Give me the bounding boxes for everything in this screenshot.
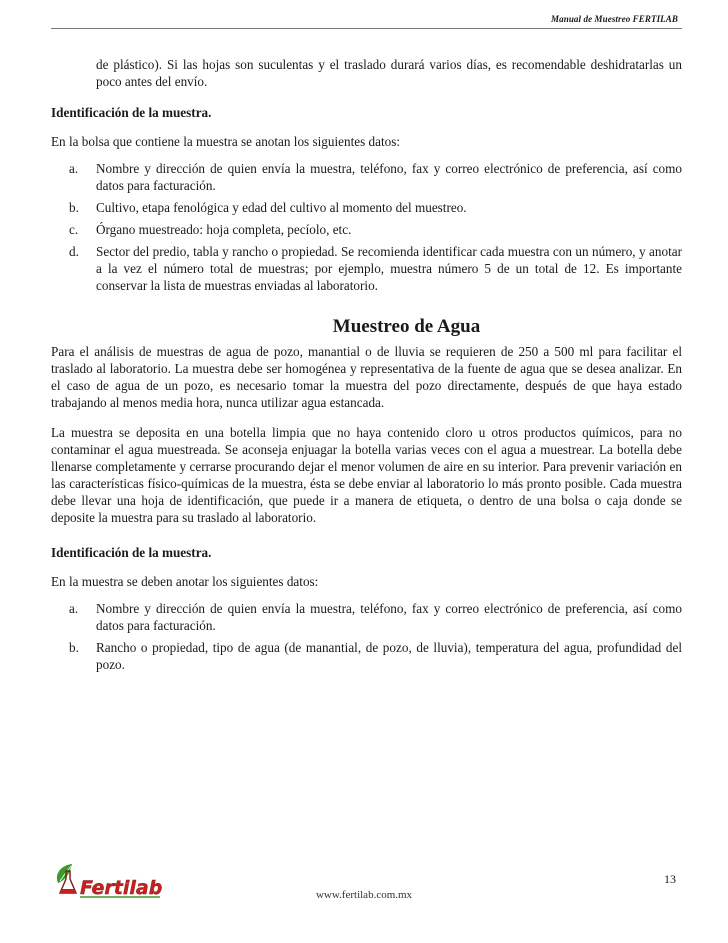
section-intro: En la muestra se deben anotar los siguientes datos: bbox=[51, 574, 319, 589]
list-item bbox=[51, 639, 682, 673]
list-item bbox=[51, 243, 682, 294]
continuation-paragraph: de plástico). Si las hojas son suculentas y el traslado durará varios días, es recomendable deshidratarlas un poco antes del envío. bbox=[96, 57, 682, 89]
page-number: 13 bbox=[664, 872, 676, 886]
list-item bbox=[51, 199, 682, 216]
sample-data-list bbox=[51, 160, 682, 294]
list-item-text: Rancho o propiedad, tipo de agua (de manantial, de pozo, de lluvia), temperatura del agua, profundidad del pozo. bbox=[96, 640, 682, 672]
list-marker: a. bbox=[69, 601, 79, 616]
list-item-text: Órgano muestreado: hoja completa, pecíolo, etc. bbox=[96, 222, 352, 237]
body-paragraph: Para el análisis de muestras de agua de pozo, manantial o de lluvia se requieren de 250 a 500 ml para facilitar el traslado al laboratorio. La muestra debe ser homogénea y representativa de la fuente de agua que se desea analizar. En el caso de agua de un pozo, es necesario tomar la muestra del pozo directamente, después de que haya estado trabajando al menos media hora, nunca utilizar agua estancada. bbox=[51, 344, 682, 410]
list-marker: d. bbox=[69, 244, 79, 259]
list-marker: a. bbox=[69, 161, 79, 176]
section-heading: Muestreo de Agua bbox=[332, 316, 481, 337]
list-item-text: Nombre y dirección de quien envía la muestra, teléfono, fax y correo electrónico de preferencia, así como datos para facturación. bbox=[96, 161, 682, 193]
body-paragraph: La muestra se deposita en una botella limpia que no haya contenido cloro u otros productos químicos, para no contaminar el agua muestreada. Se aconseja enjuagar la botella varias veces con el agua a muestrear. La botella debe llenarse completamente y cerrarse procurando dejar el menor volumen de aire en su interior. Para prevenir variación en las características físico-químicas de la muestra, ésta se debe enviar al laboratorio lo más pronto posible. Cada muestra debe llevar una hoja de identificación, que puede ir a manera de etiqueta, o dentro de una bolsa o caja donde se deposite la muestra para su traslado al laboratorio. bbox=[51, 425, 682, 525]
water-data-list bbox=[51, 600, 682, 673]
page-footer bbox=[0, 850, 728, 943]
list-item bbox=[51, 160, 682, 194]
list-marker: b. bbox=[69, 200, 79, 215]
list-item bbox=[51, 221, 682, 238]
logo-wordmark: Fertilab bbox=[80, 877, 163, 899]
header-title: Manual de Muestreo FERTILAB bbox=[551, 14, 678, 24]
list-item-text: Sector del predio, tabla y rancho o propiedad. Se recomienda identificar cada muestra con un número, y anotar a la vez el número total de muestras; por ejemplo, muestra número 5 de un total de 12. Es importante conservar la lista de muestras enviadas al laboratorio. bbox=[96, 244, 682, 293]
list-item bbox=[51, 600, 682, 634]
page-content bbox=[51, 56, 682, 678]
section-label: Identificación de la muestra. bbox=[51, 105, 212, 120]
list-item-text: Cultivo, etapa fenológica y edad del cultivo al momento del muestreo. bbox=[96, 200, 467, 215]
list-item-text: Nombre y dirección de quien envía la muestra, teléfono, fax y correo electrónico de preferencia, así como datos para facturación. bbox=[96, 601, 682, 633]
list-marker: c. bbox=[69, 222, 79, 237]
footer-url: www.fertilab.com.mx bbox=[315, 889, 413, 901]
list-marker: b. bbox=[69, 640, 79, 655]
section-intro: En la bolsa que contiene la muestra se anotan los siguientes datos: bbox=[51, 134, 401, 149]
header-rule bbox=[51, 28, 682, 29]
section-label: Identificación de la muestra. bbox=[51, 545, 212, 560]
